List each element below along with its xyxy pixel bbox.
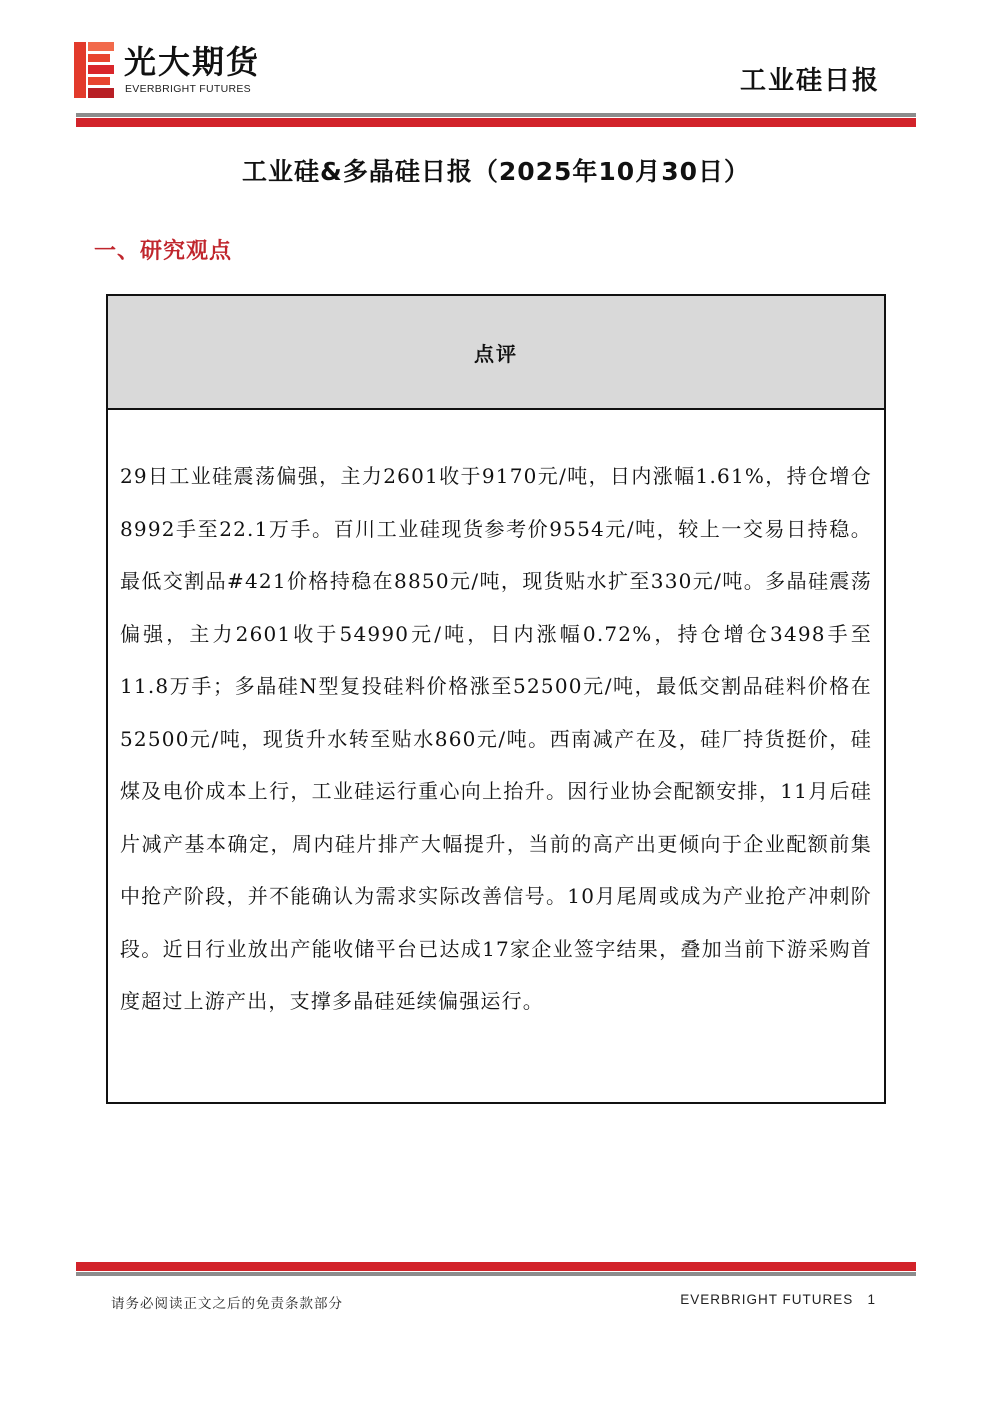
- report-type-label: 工业硅日报: [739, 66, 880, 96]
- footer-disclaimer: 请务必阅读正文之后的免责条款部分: [111, 1296, 343, 1312]
- footer-divider: [76, 1262, 916, 1278]
- page-number: 1: [867, 1292, 876, 1307]
- commentary-body: 29日工业硅震荡偏强，主力2601收于9170元/吨，日内涨幅1.61%，持仓增仓8992手至22.1万手。百川工业硅现货参考价9554元/吨，较上一交易日持稳。最低交割品#421价格持稳在8850元/吨，现货贴水扩至330元/吨。多晶硅震荡偏强，主力2601收于54990元/吨，日内涨幅0.72%，持仓增仓3498手至11.8万手；多晶硅N型复投硅料价格涨至52500元/吨，最低交割品硅料价格在52500元/吨，现货升水转至贴水860元/吨。西南减产在及，硅厂持货挺价，硅煤及电价成本上行，工业硅运行重心向上抬升。因行业协会配额安排，11月后硅片减产基本确定，周内硅片排产大幅提升，当前的高产出更倾向于企业配额前集中抢产阶段，并不能确认为需求实际改善信号。10月尾周或成为产业抢产冲刺阶段。近日行业放出产能收储平台已达成17家企业签字结果，叠加当前下游采购首度超过上游产出，支撑多晶硅延续偏强运行。: [120, 464, 872, 1013]
- everbright-logo-icon: [74, 42, 114, 98]
- commentary-header-label: 点评: [474, 341, 518, 366]
- section-heading: 一、研究观点: [94, 239, 233, 264]
- footer-brand-and-page: [680, 1292, 876, 1307]
- commentary-table-header: [108, 296, 884, 410]
- header-divider: [76, 113, 916, 129]
- commentary-table: [106, 294, 886, 1104]
- company-logo: [74, 42, 284, 98]
- footer-brand: EVERBRIGHT FUTURES: [680, 1292, 854, 1307]
- logo-english-name: EVERBRIGHT FUTURES: [125, 83, 251, 95]
- logo-chinese-name: 光大期货: [124, 43, 261, 81]
- document-title: 工业硅&多晶硅日报（2025年10月30日）: [242, 157, 750, 186]
